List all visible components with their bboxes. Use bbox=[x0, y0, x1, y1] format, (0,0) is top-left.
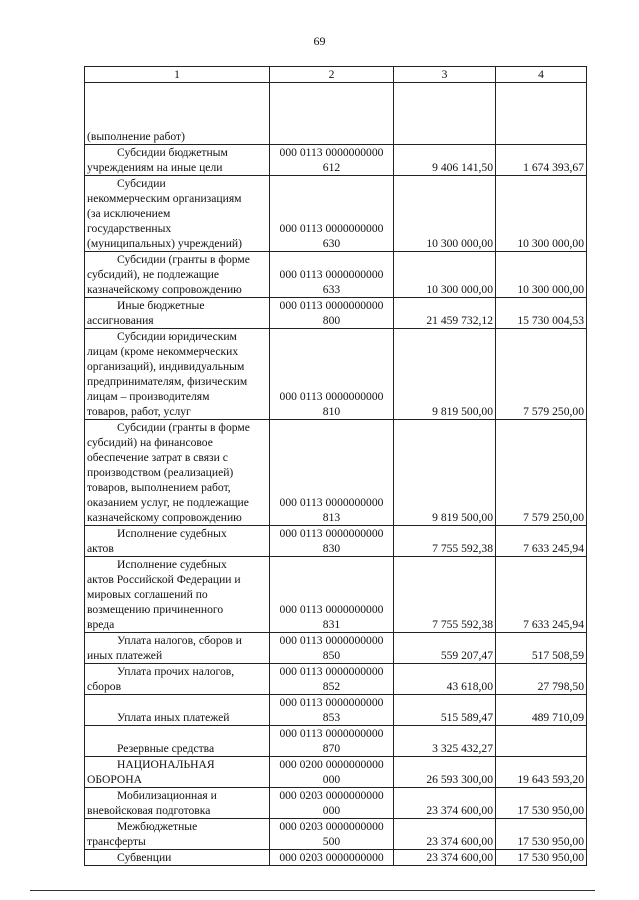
item-name-line: оказанием услуг, не подлежащие bbox=[87, 496, 249, 509]
item-name-cell bbox=[85, 298, 270, 329]
header-cell-1: 1 bbox=[85, 67, 270, 83]
amount-col4-cell: 7 579 250,00 bbox=[496, 329, 587, 420]
table-row bbox=[85, 176, 587, 252]
item-name-line: (выполнение работ) bbox=[87, 130, 185, 143]
classification-code-line: 870 bbox=[322, 742, 341, 755]
item-name-line: предпринимателям, физическим bbox=[87, 375, 248, 388]
classification-code-line: 000 0113 0000000000 bbox=[279, 665, 384, 678]
classification-code-cell bbox=[270, 252, 394, 298]
classification-code-cell bbox=[270, 788, 394, 819]
item-name-cell bbox=[85, 145, 270, 176]
item-name-line: Субсидии (гранты в форме bbox=[117, 421, 250, 434]
amount-col3-cell: 3 325 432,27 bbox=[394, 726, 496, 757]
item-name-line: Субвенции bbox=[117, 851, 172, 864]
item-name-cell bbox=[85, 420, 270, 526]
page-bottom-rule bbox=[30, 890, 595, 891]
item-name-cell bbox=[85, 819, 270, 850]
item-name-cell bbox=[85, 329, 270, 420]
item-name-cell bbox=[85, 757, 270, 788]
header-cell-2: 2 bbox=[270, 67, 394, 83]
item-name-line: сборов bbox=[87, 680, 122, 693]
amount-col4-cell: 19 643 593,20 bbox=[496, 757, 587, 788]
item-name-line: некоммерческим организациям bbox=[87, 192, 242, 205]
classification-code-line: 000 0113 0000000000 bbox=[279, 696, 384, 709]
item-name-line: Уплата иных платежей bbox=[117, 711, 230, 724]
item-name-cell bbox=[85, 176, 270, 252]
classification-code-cell bbox=[270, 757, 394, 788]
header-cell-4: 4 bbox=[496, 67, 587, 83]
classification-code-line: 850 bbox=[322, 649, 341, 662]
classification-code-cell bbox=[270, 145, 394, 176]
amount-col4-cell: 17 530 950,00 bbox=[496, 788, 587, 819]
classification-code-cell bbox=[270, 726, 394, 757]
classification-code-cell bbox=[270, 526, 394, 557]
classification-code-cell bbox=[270, 420, 394, 526]
table-row bbox=[85, 83, 587, 145]
item-name-line: НАЦИОНАЛЬНАЯ bbox=[117, 758, 215, 771]
item-name-cell bbox=[85, 526, 270, 557]
item-name-line: субсидий) на финансовое bbox=[87, 436, 213, 449]
amount-col3-cell: 9 406 141,50 bbox=[394, 145, 496, 176]
classification-code-line: 000 0113 0000000000 bbox=[279, 390, 384, 403]
amount-col4-cell: 7 579 250,00 bbox=[496, 420, 587, 526]
item-name-line: Субсидии юридическим bbox=[117, 330, 237, 343]
table-row bbox=[85, 726, 587, 757]
classification-code-cell bbox=[270, 298, 394, 329]
item-name-line: лицам (кроме некоммерческих bbox=[87, 345, 239, 358]
classification-code-cell bbox=[270, 819, 394, 850]
item-name-cell bbox=[85, 695, 270, 726]
amount-col4-cell: 489 710,09 bbox=[496, 695, 587, 726]
item-name-line: возмещению причиненного bbox=[87, 603, 224, 616]
classification-code-cell bbox=[270, 633, 394, 664]
page-number: 69 bbox=[313, 34, 326, 48]
classification-code-cell bbox=[270, 557, 394, 633]
amount-col4-cell: 7 633 245,94 bbox=[496, 526, 587, 557]
table-row bbox=[85, 664, 587, 695]
table-row bbox=[85, 788, 587, 819]
header-row bbox=[85, 67, 587, 83]
classification-code-line: 612 bbox=[322, 161, 341, 174]
classification-code-line: 000 0113 0000000000 bbox=[279, 268, 384, 281]
item-name-line: мировых соглашений по bbox=[87, 588, 208, 601]
classification-code-line: 000 0113 0000000000 bbox=[279, 496, 384, 509]
item-name-line: Межбюджетные bbox=[117, 820, 198, 833]
item-name-line: субсидий), не подлежащие bbox=[87, 268, 220, 281]
table-row bbox=[85, 757, 587, 788]
amount-col4-cell: 15 730 004,53 bbox=[496, 298, 587, 329]
item-name-cell bbox=[85, 850, 270, 866]
item-name-line: трансферты bbox=[87, 835, 146, 848]
classification-code-line: 853 bbox=[322, 711, 341, 724]
amount-col4-cell: 17 530 950,00 bbox=[496, 850, 587, 866]
table-row bbox=[85, 557, 587, 633]
item-name-line: обеспечение затрат в связи с bbox=[87, 451, 228, 464]
classification-code-line: 000 0113 0000000000 bbox=[279, 603, 384, 616]
item-name-line: Резервные средства bbox=[117, 742, 215, 755]
item-name-cell bbox=[85, 726, 270, 757]
item-name-line: Уплата прочих налогов, bbox=[117, 665, 235, 678]
classification-code-line: 633 bbox=[322, 283, 341, 296]
item-name-line: актов bbox=[87, 542, 114, 555]
item-name-line: актов Российской Федерации и bbox=[87, 573, 241, 586]
classification-code-line: 813 bbox=[322, 511, 341, 524]
classification-code-cell bbox=[270, 176, 394, 252]
amount-col3-cell: 7 755 592,38 bbox=[394, 526, 496, 557]
item-name-line: Субсидии (гранты в форме bbox=[117, 253, 250, 266]
classification-code-cell bbox=[270, 83, 394, 145]
classification-code-line: 831 bbox=[322, 618, 341, 631]
amount-col3-cell: 515 589,47 bbox=[394, 695, 496, 726]
amount-col3-cell: 21 459 732,12 bbox=[394, 298, 496, 329]
item-name-line: казначейскому сопровождению bbox=[87, 283, 242, 296]
amount-col4-cell: 1 674 393,67 bbox=[496, 145, 587, 176]
classification-code-line: 000 0113 0000000000 bbox=[279, 146, 384, 159]
item-name-line: товаров, выполнением работ, bbox=[87, 481, 231, 494]
amount-col4-cell bbox=[496, 726, 587, 757]
table-row bbox=[85, 329, 587, 420]
classification-code-cell bbox=[270, 664, 394, 695]
item-name-line: Субсидии бюджетным bbox=[117, 146, 228, 159]
item-name-line: производством (реализацией) bbox=[87, 466, 234, 479]
item-name-line: государственных bbox=[87, 222, 172, 235]
amount-col4-cell: 10 300 000,00 bbox=[496, 252, 587, 298]
amount-col3-cell bbox=[394, 83, 496, 145]
amount-col3-cell: 43 618,00 bbox=[394, 664, 496, 695]
amount-col4-cell bbox=[496, 83, 587, 145]
item-name-cell bbox=[85, 633, 270, 664]
amount-col3-cell: 10 300 000,00 bbox=[394, 176, 496, 252]
item-name-line: Исполнение судебных bbox=[117, 527, 227, 540]
item-name-line: лицам – производителям bbox=[87, 390, 210, 403]
amount-col3-cell: 10 300 000,00 bbox=[394, 252, 496, 298]
amount-col3-cell: 7 755 592,38 bbox=[394, 557, 496, 633]
amount-col3-cell: 559 207,47 bbox=[394, 633, 496, 664]
classification-code-line: 000 0203 0000000000 bbox=[279, 851, 384, 864]
amount-col3-cell: 23 374 600,00 bbox=[394, 850, 496, 866]
item-name-line: товаров, работ, услуг bbox=[87, 405, 191, 418]
item-name-line: учреждениям на иные цели bbox=[87, 161, 223, 174]
item-name-line: (за исключением bbox=[87, 207, 171, 220]
item-name-cell bbox=[85, 252, 270, 298]
classification-code-line: 630 bbox=[322, 237, 341, 250]
amount-col4-cell: 517 508,59 bbox=[496, 633, 587, 664]
classification-code-line: 000 bbox=[322, 804, 341, 817]
item-name-cell bbox=[85, 788, 270, 819]
item-name-line: Мобилизационная и bbox=[117, 789, 217, 802]
amount-col4-cell: 10 300 000,00 bbox=[496, 176, 587, 252]
classification-code-cell bbox=[270, 850, 394, 866]
item-name-line: Исполнение судебных bbox=[117, 558, 227, 571]
amount-col3-cell: 9 819 500,00 bbox=[394, 329, 496, 420]
table-row bbox=[85, 695, 587, 726]
item-name-line: ОБОРОНА bbox=[87, 773, 143, 786]
table-row bbox=[85, 633, 587, 664]
header-cell-3: 3 bbox=[394, 67, 496, 83]
classification-code-line: 000 bbox=[322, 773, 341, 786]
classification-code-line: 500 bbox=[322, 835, 341, 848]
item-name-line: иных платежей bbox=[87, 649, 163, 662]
item-name-line: (муниципальных) учреждений) bbox=[87, 237, 242, 250]
amount-col3-cell: 23 374 600,00 bbox=[394, 788, 496, 819]
table-row bbox=[85, 526, 587, 557]
classification-code-line: 000 0203 0000000000 bbox=[279, 789, 384, 802]
item-name-line: Уплата налогов, сборов и bbox=[117, 634, 243, 647]
item-name-line: вневойсковая подготовка bbox=[87, 804, 211, 817]
classification-code-line: 000 0200 0000000000 bbox=[279, 758, 384, 771]
classification-code-line: 800 bbox=[322, 314, 341, 327]
classification-code-line: 000 0113 0000000000 bbox=[279, 222, 384, 235]
amount-col4-cell: 7 633 245,94 bbox=[496, 557, 587, 633]
classification-code-cell bbox=[270, 695, 394, 726]
item-name-line: ассигнования bbox=[87, 314, 154, 327]
item-name-line: вреда bbox=[87, 618, 115, 631]
classification-code-line: 830 bbox=[322, 542, 341, 555]
amount-col3-cell: 9 819 500,00 bbox=[394, 420, 496, 526]
table-row bbox=[85, 819, 587, 850]
budget-table bbox=[84, 66, 587, 866]
classification-code-line: 000 0113 0000000000 bbox=[279, 299, 384, 312]
item-name-line: Иные бюджетные bbox=[117, 299, 205, 312]
amount-col3-cell: 26 593 300,00 bbox=[394, 757, 496, 788]
table-row bbox=[85, 298, 587, 329]
item-name-line: Субсидии bbox=[117, 177, 166, 190]
amount-col3-cell: 23 374 600,00 bbox=[394, 819, 496, 850]
amount-col4-cell: 27 798,50 bbox=[496, 664, 587, 695]
classification-code-line: 000 0113 0000000000 bbox=[279, 527, 384, 540]
item-name-cell bbox=[85, 83, 270, 145]
table-row bbox=[85, 420, 587, 526]
classification-code-line: 000 0203 0000000000 bbox=[279, 820, 384, 833]
classification-code-line: 810 bbox=[322, 405, 341, 418]
classification-code-line: 000 0113 0000000000 bbox=[279, 634, 384, 647]
table-row bbox=[85, 145, 587, 176]
item-name-line: организаций), индивидуальным bbox=[87, 360, 245, 373]
amount-col4-cell: 17 530 950,00 bbox=[496, 819, 587, 850]
item-name-cell bbox=[85, 664, 270, 695]
table-row bbox=[85, 850, 587, 866]
item-name-cell bbox=[85, 557, 270, 633]
classification-code-cell bbox=[270, 329, 394, 420]
classification-code-line: 000 0113 0000000000 bbox=[279, 727, 384, 740]
table-row bbox=[85, 252, 587, 298]
item-name-line: казначейскому сопровождению bbox=[87, 511, 242, 524]
classification-code-line: 852 bbox=[322, 680, 341, 693]
